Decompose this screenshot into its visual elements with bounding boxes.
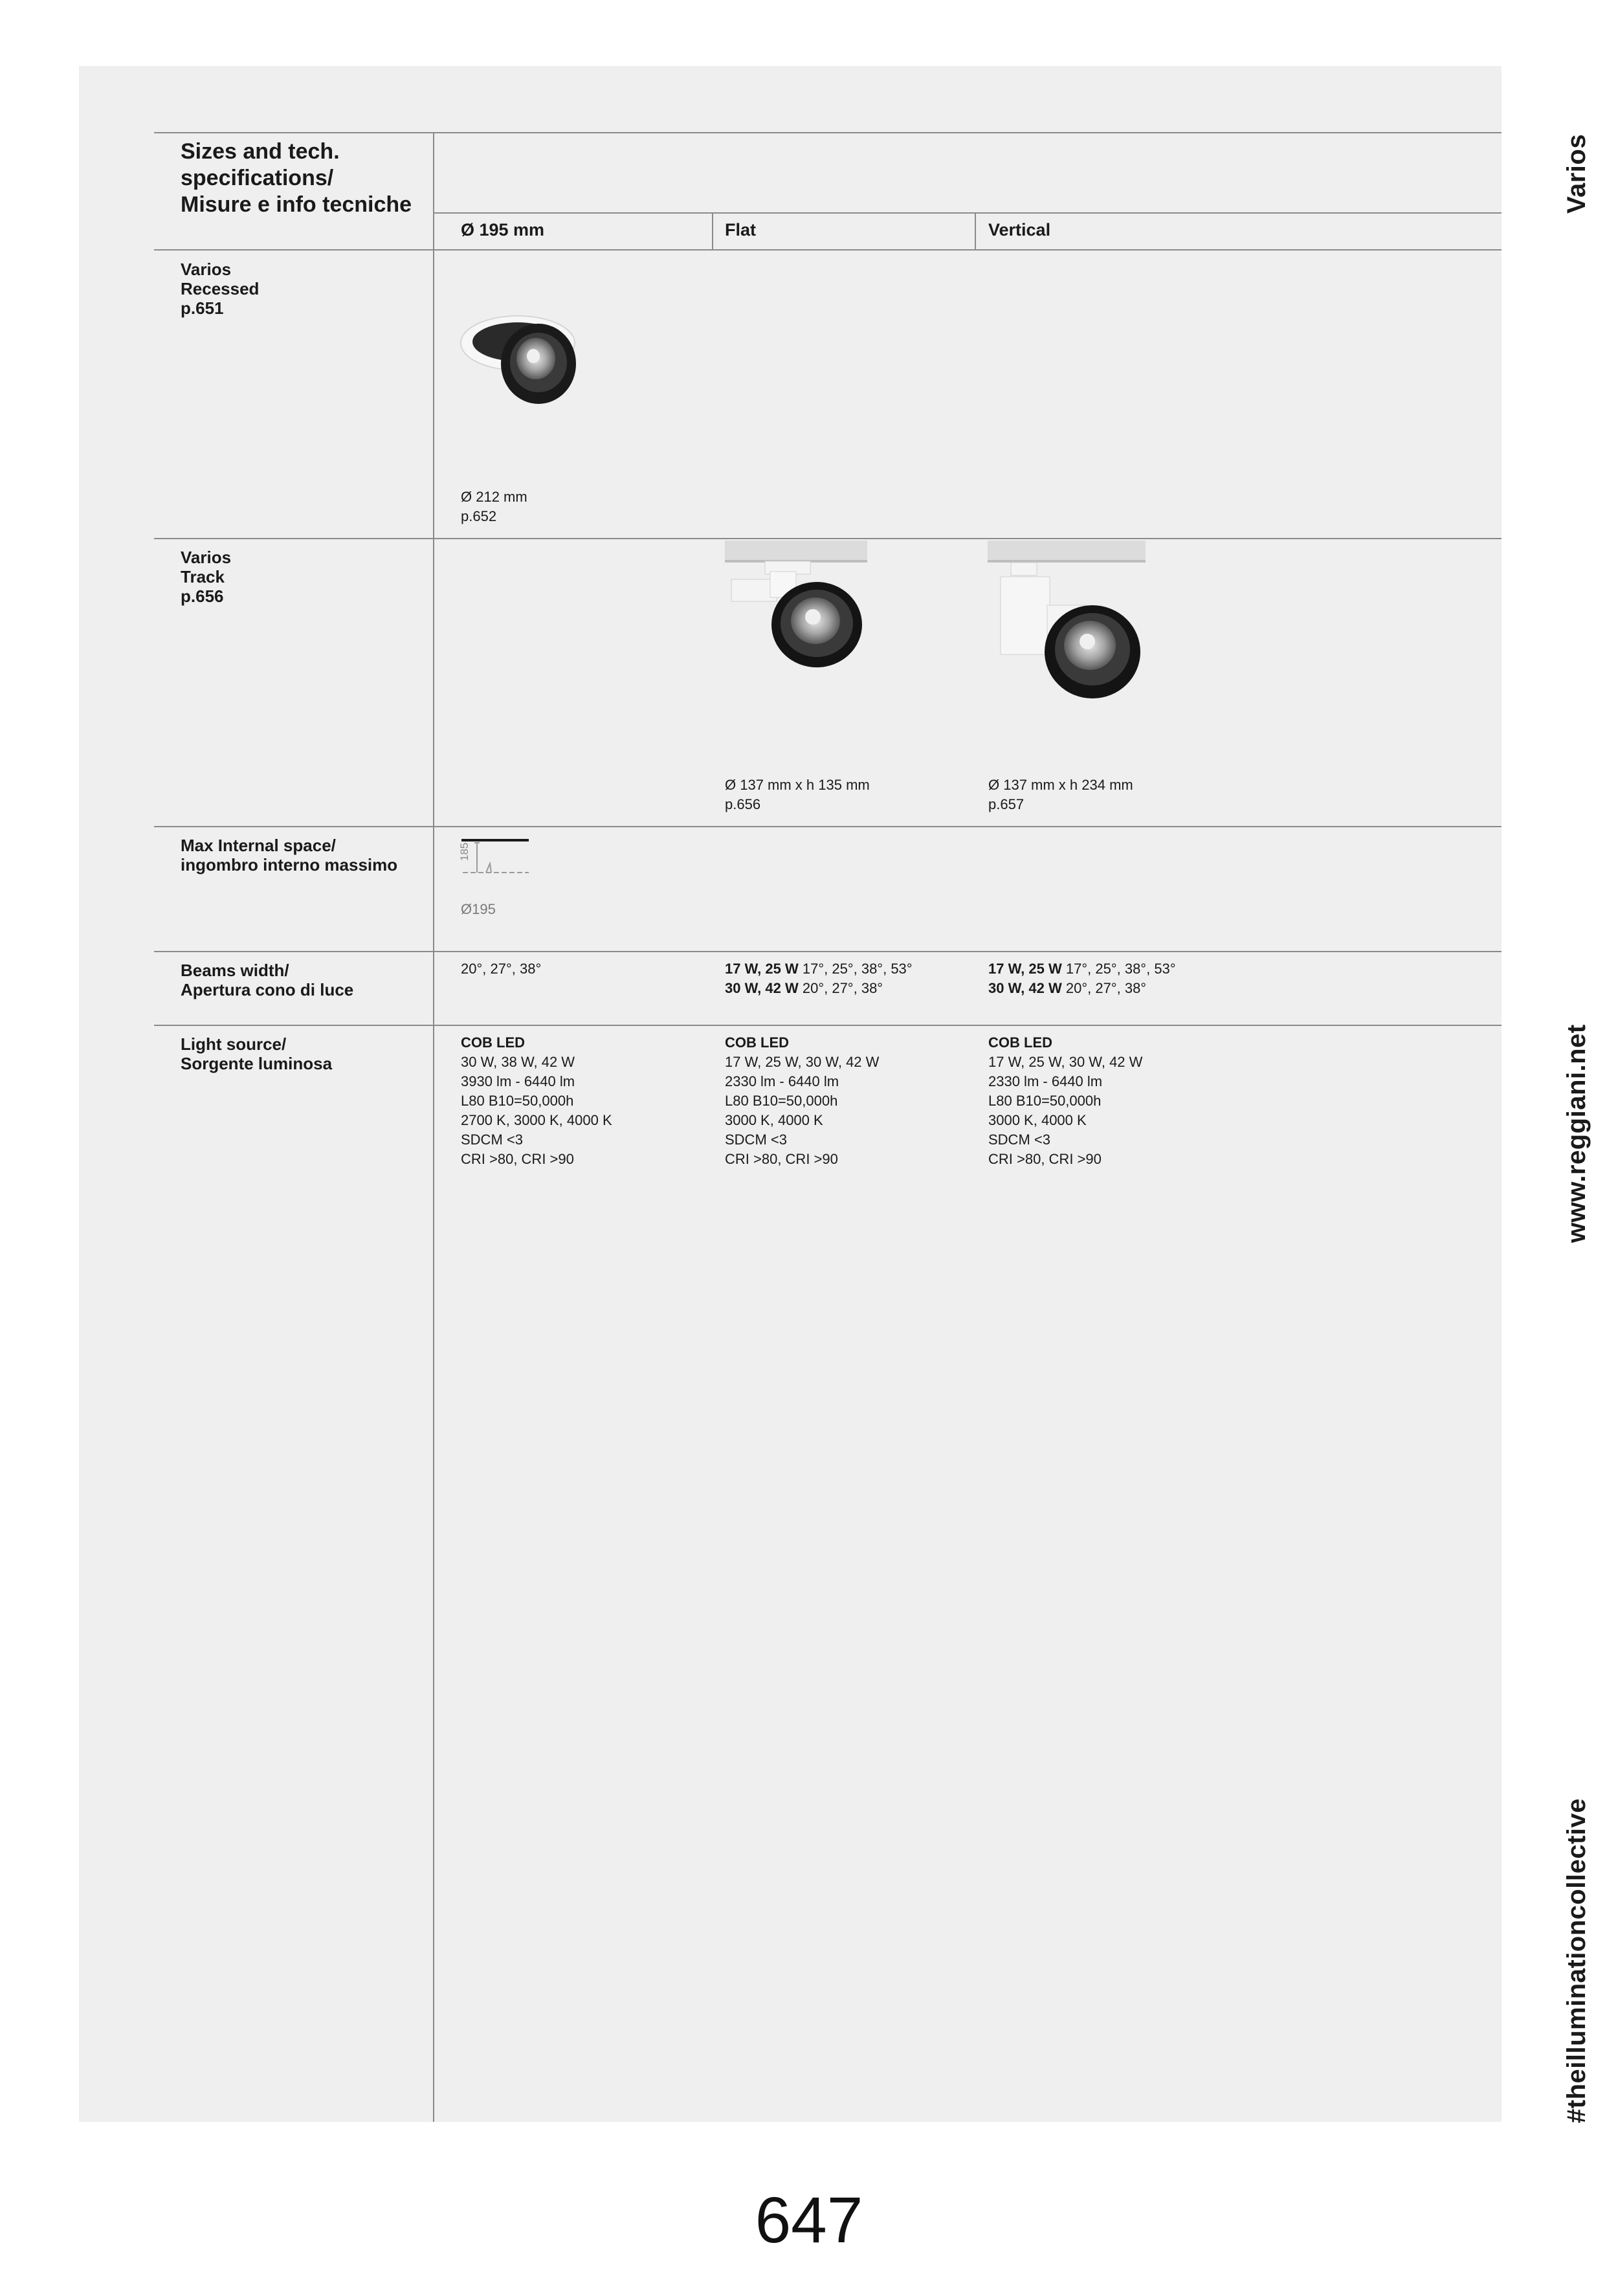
table-title-line: Sizes and tech. (181, 139, 340, 164)
spec-line: COB LED (988, 1034, 1052, 1051)
spec-line: CRI >80, CRI >90 (988, 1151, 1102, 1167)
beam-power: 30 W, 42 W (988, 980, 1062, 996)
beam-power: 30 W, 42 W (725, 980, 799, 996)
beam-angles: 17°, 25°, 38°, 53° (1065, 961, 1176, 977)
beam-option (988, 959, 1176, 979)
spec-line: L80 B10=50,000h (988, 1093, 1102, 1109)
row-label-line: Apertura cono di luce (181, 980, 354, 999)
row-label-track (181, 548, 231, 606)
rule-recessed-bottom (154, 538, 1502, 539)
beam-option (988, 979, 1176, 998)
beams-col-flat (725, 959, 913, 998)
row-label-line: p.656 (181, 586, 224, 606)
spec-line: COB LED (725, 1034, 789, 1051)
track-vertical-page-ref: p.657 (988, 796, 1025, 812)
row-label-line: Varios (181, 260, 232, 279)
spec-line: 3000 K, 4000 K (725, 1112, 823, 1128)
track-vertical-size: Ø 137 mm x h 234 mm (988, 777, 1133, 793)
spec-line: L80 B10=50,000h (461, 1093, 574, 1109)
row-label-line: ingombro interno massimo (181, 855, 398, 875)
rule-top (154, 132, 1502, 133)
beams-col-vertical (988, 959, 1176, 998)
rule-beams-bottom (154, 1025, 1502, 1026)
rule-col-vertical (975, 212, 976, 249)
beams-col-diameter: 20°, 27°, 38° (461, 961, 542, 977)
spec-line: 30 W, 38 W, 42 W (461, 1054, 575, 1070)
row-label-recessed (181, 260, 259, 318)
row-label-beams (181, 961, 353, 999)
row-label-max-internal (181, 836, 397, 875)
light-source-col-vertical (988, 1033, 1142, 1169)
row-label-line: Beams width/ (181, 961, 289, 980)
rule-header-cols (434, 212, 1502, 214)
spec-line: SDCM <3 (725, 1131, 787, 1148)
table-title (181, 139, 412, 218)
spec-line: CRI >80, CRI >90 (725, 1151, 838, 1167)
beam-angles: 20°, 27°, 38° (802, 980, 883, 996)
rule-track-bottom (154, 826, 1502, 827)
spec-line: 17 W, 25 W, 30 W, 42 W (725, 1054, 880, 1070)
sidebar-product-name: Varios (1562, 133, 1591, 214)
spec-line: CRI >80, CRI >90 (461, 1151, 574, 1167)
row-label-line: Sorgente luminosa (181, 1054, 333, 1073)
column-header-diameter: Ø 195 mm (461, 220, 545, 240)
spec-line: 2330 lm - 6440 lm (725, 1073, 839, 1089)
beam-angles: 20°, 27°, 38° (1065, 980, 1147, 996)
spec-line: 3930 lm - 6440 lm (461, 1073, 575, 1089)
sidebar-website-link[interactable]: www.reggiani.net (1562, 1024, 1591, 1243)
row-label-light-source (181, 1034, 332, 1073)
beam-power: 17 W, 25 W (725, 961, 799, 977)
track-flat-spotlight-image (725, 541, 893, 670)
spec-line: L80 B10=50,000h (725, 1093, 838, 1109)
light-source-col-diameter (461, 1033, 612, 1169)
internal-height-value: 185 (458, 842, 471, 861)
spec-line: 3000 K, 4000 K (988, 1112, 1087, 1128)
beam-power: 17 W, 25 W (988, 961, 1062, 977)
column-header-flat: Flat (725, 220, 757, 240)
spec-line: SDCM <3 (988, 1131, 1050, 1148)
row-label-line: p.651 (181, 298, 224, 318)
spec-line: 2700 K, 3000 K, 4000 K (461, 1112, 612, 1128)
recessed-page-ref: p.652 (461, 508, 497, 524)
recessed-spotlight-image (453, 304, 615, 414)
spec-line: SDCM <3 (461, 1131, 523, 1148)
rule-label-column (433, 132, 434, 2122)
table-title-line: Misure e info tecniche (181, 192, 412, 217)
recessed-size: Ø 212 mm (461, 489, 527, 505)
spec-line: 17 W, 25 W, 30 W, 42 W (988, 1054, 1143, 1070)
row-label-line: Max Internal space/ (181, 836, 336, 855)
sidebar-hashtag: #theilluminationcollective (1562, 1798, 1591, 2123)
light-source-col-flat (725, 1033, 879, 1169)
spec-line: 2330 lm - 6440 lm (988, 1073, 1103, 1089)
page-number: 647 (755, 2184, 863, 2257)
beam-option (725, 959, 913, 979)
row-label-line: Recessed (181, 279, 260, 298)
track-flat-page-ref: p.656 (725, 796, 761, 812)
row-label-line: Light source/ (181, 1034, 287, 1054)
row-label-line: Varios (181, 548, 232, 567)
track-vertical-spotlight-image (988, 541, 1156, 702)
internal-diameter-value: Ø195 (461, 901, 496, 917)
beam-option (725, 979, 913, 998)
row-label-line: Track (181, 567, 225, 586)
spec-line: COB LED (461, 1034, 525, 1051)
track-flat-size: Ø 137 mm x h 135 mm (725, 777, 870, 793)
rule-internal-bottom (154, 951, 1502, 952)
rule-header-bottom (154, 249, 1502, 251)
beam-angles: 17°, 25°, 38°, 53° (802, 961, 913, 977)
rule-col-flat (712, 212, 713, 249)
table-title-line: specifications/ (181, 166, 334, 190)
column-header-vertical: Vertical (988, 220, 1051, 240)
